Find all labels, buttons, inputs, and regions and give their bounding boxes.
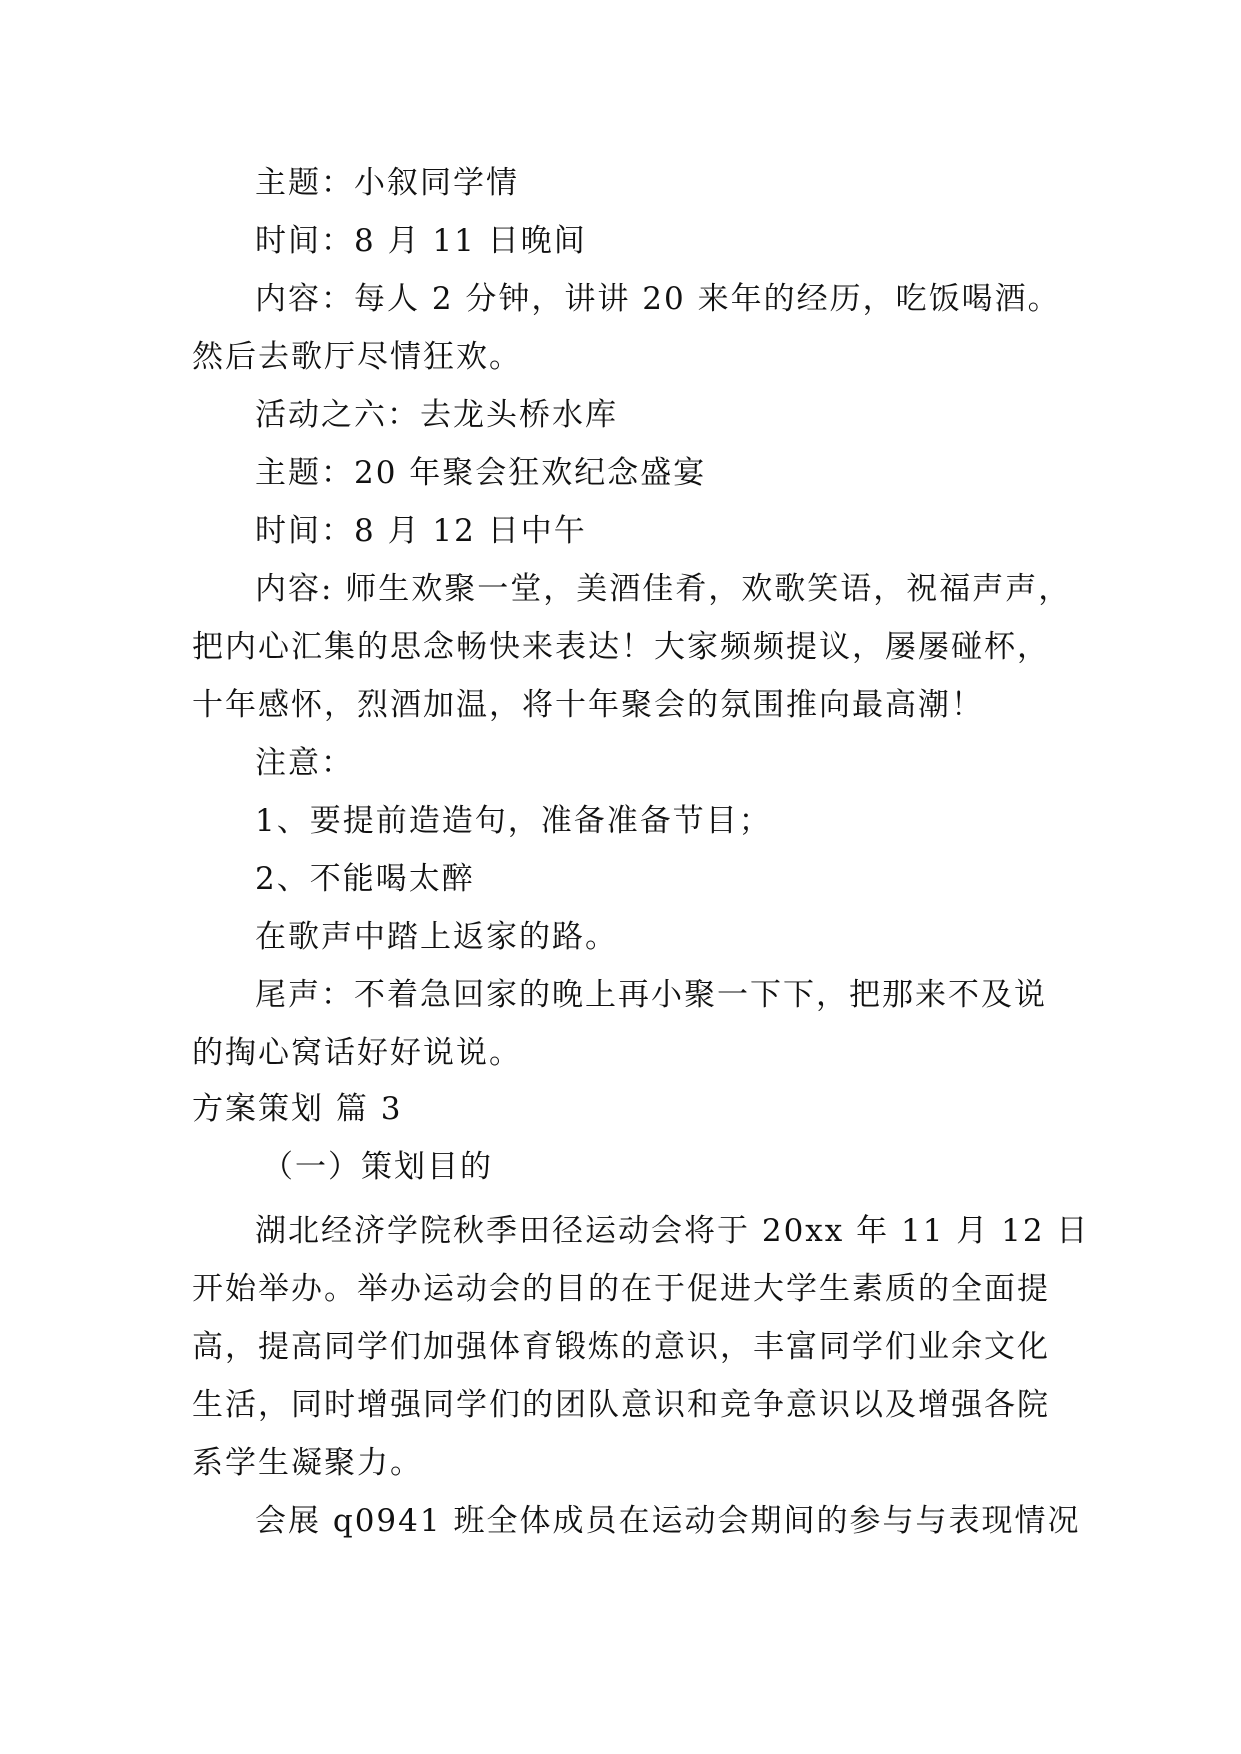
paragraph-line: 十年感怀，烈酒加温，将十年聚会的氛围推向最高潮！ [192,687,984,723]
paragraph-line: 尾声：不着急回家的晚上再小聚一下下，把那来不及说 [255,977,1047,1013]
paragraph-line: 注意： [255,745,354,781]
paragraph-line: 高，提高同学们加强体育锻炼的意识，丰富同学们业余文化 [192,1329,1050,1365]
paragraph-line: 主题：20 年聚会狂欢纪念盛宴 [255,455,707,491]
paragraph-line: 在歌声中踏上返家的路。 [255,919,618,955]
paragraph-line: 系学生凝聚力。 [192,1445,423,1481]
list-item: 1、要提前造造句，准备准备节目； [255,803,772,839]
paragraph-line: 时间：8 月 11 日晚间 [255,223,587,259]
paragraph-line: 会展 q0941 班全体成员在运动会期间的参与与表现情况 [255,1503,1081,1539]
paragraph-line: 生活，同时增强同学们的团队意识和竞争意识以及增强各院 [192,1387,1050,1423]
paragraph-line: 的掏心窝话好好说说。 [192,1035,522,1071]
paragraph-line: 内容：每人 2 分钟，讲讲 20 来年的经历，吃饭喝酒。 [255,281,1061,317]
section-heading: 方案策划 篇 3 [192,1091,403,1127]
subsection-heading: （一）策划目的 [262,1149,493,1185]
paragraph-line: 主题：小叙同学情 [255,165,519,201]
paragraph-line: 把内心汇集的思念畅快来表达！大家频频提议，屡屡碰杯， [192,629,1050,665]
list-item: 2、不能喝太醉 [255,861,475,897]
paragraph-line: 开始举办。举办运动会的目的在于促进大学生素质的全面提 [192,1271,1050,1307]
paragraph-line: 内容: 师生欢聚一堂，美酒佳肴，欢歌笑语，祝福声声， [255,571,1072,607]
paragraph-line: 时间：8 月 12 日中午 [255,513,587,549]
paragraph-line: 然后去歌厅尽情狂欢。 [192,339,522,375]
paragraph-line: 湖北经济学院秋季田径运动会将于 20xx 年 11 月 12 日 [255,1213,1090,1249]
paragraph-line: 活动之六：去龙头桥水库 [255,397,618,433]
